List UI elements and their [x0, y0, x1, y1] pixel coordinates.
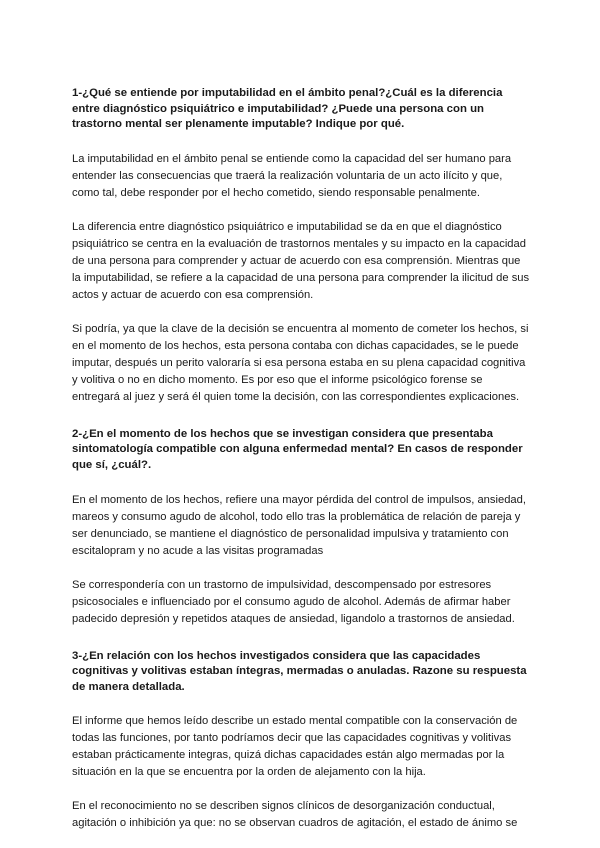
answer-paragraph-2-2: Se correspondería con un trastorno de impulsividad, descompensado por estresores psicosociales e influenciado por el consumo agudo de alcohol. Además de afirmar haber padecido depresión y repetidos ataques de ansiedad, ligandolo a trastornos de ansiedad.: [72, 578, 515, 625]
answer-paragraph-3-2: En el reconocimiento no se describen signos clínicos de desorganización conductual, agitación o inhibición ya que: no se observan cuadros de agitación, el estado de ánimo se: [72, 800, 518, 830]
answer-paragraph-1-3: Si podría, ya que la clave de la decisión se encuentra al momento de cometer los hechos, si en el momento de los hechos, esta persona contaba con dichas capacidades, se le puede imputar, después un perito valoraría si esa persona estaba en su plena capacidad cognitiva y volitiva o no en dicho momento. Es por eso que el informe psicológico forense se entregará al juez y será él quien tome la decisión, con las correspondientes explicaciones.: [72, 322, 529, 403]
answer-paragraph-2-1: En el momento de los hechos, refiere una mayor pérdida del control de impulsos, ansiedad, mareos y consumo agudo de alcohol, todo ello tras la problemática de relación de pareja y ser denunciado, se mantiene el diagnóstico de personalidad impulsiva y tratamiento con escitalopram y no acude a las visitas programadas: [72, 493, 526, 557]
question-heading-3: 3-¿En relación con los hechos investigados considera que las capacidades cognitivas y volitivas estaban íntegras, mermadas o anuladas. Razone su respuesta de manera detallada.: [72, 649, 527, 693]
answer-paragraph-3-1: El informe que hemos leído describe un estado mental compatible con la conservación de todas las funciones, por tanto podríamos decir que las capacidades cognitivas y volitivas estaban prácticamente integras, quizá dichas capacidades están algo mermadas por la situación en la que se encuentra por la orden de alejamento con la hija.: [72, 715, 518, 779]
document-body: [72, 86, 532, 832]
question-heading-1: 1-¿Qué se entiende por imputabilidad en el ámbito penal?¿Cuál es la diferencia entre diagnóstico psiquiátrico e imputabilidad? ¿Puede una persona con un trastorno mental ser plenamente imputable? Indique por qué.: [72, 87, 503, 131]
question-heading-2: 2-¿En el momento de los hechos que se investigan considera que presentaba sintomatología compatible con alguna enfermedad mental? En casos de responder que sí, ¿cuál?.: [72, 427, 523, 471]
answer-paragraph-1-1: La imputabilidad en el ámbito penal se entiende como la capacidad del ser humano para entender las consecuencias que traerá la realización voluntaria de un acto ilícito y que, como tal, debe responder por el hecho cometido, siendo responsable penalmente.: [72, 152, 512, 199]
answer-paragraph-1-2: La diferencia entre diagnóstico psiquiátrico e imputabilidad se da en que el diagnóstico psiquiátrico se centra en la evaluación de trastornos mentales y su impacto en la capacidad de una persona para comprender y actuar de acuerdo con esa comprensión. Mientras que la imputabilidad, se refiere a la capacidad de una persona para comprender la ilicitud de sus actos y actuar de acuerdo con esa comprensión.: [72, 220, 530, 301]
